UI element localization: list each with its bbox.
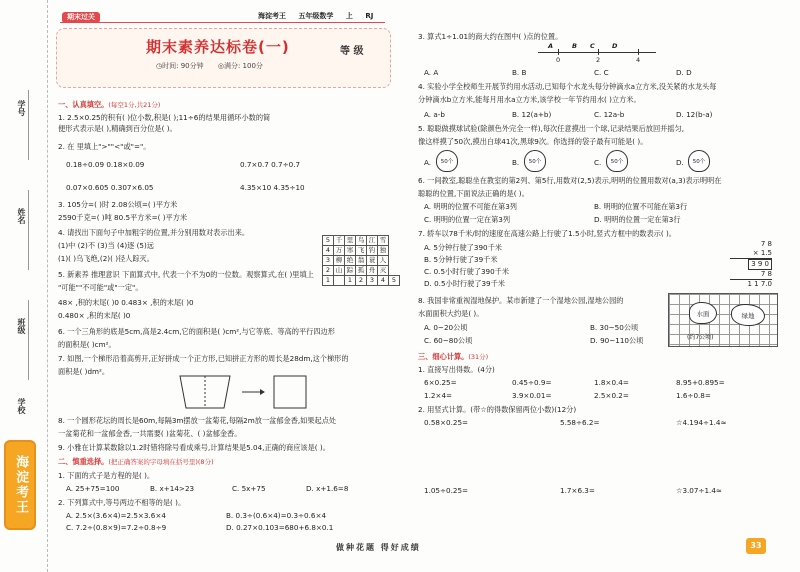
vert-row-4: 7 8 (760, 270, 772, 278)
r-q6-c[interactable]: C. 明明的位置一定在第3列 (424, 215, 511, 224)
tick-4 (638, 49, 639, 55)
character-grid (322, 235, 400, 286)
grid-cell: 人 (378, 256, 389, 266)
calc-1-item-6[interactable]: 3.9×0.01= (512, 391, 552, 400)
grid-cell: 4 (323, 246, 334, 256)
choice-2-c[interactable]: C. 7.2÷(0.8×9)=7.2÷0.8÷9 (66, 523, 167, 532)
section-1-heading: 一、认真填空。(每空1分,共21分) (58, 100, 161, 109)
book-info (258, 12, 383, 21)
grid-cell: 蓑 (367, 256, 378, 266)
grid-row (323, 256, 400, 266)
calc-2-item-1[interactable]: 0.58×0.25= (424, 418, 469, 427)
exam-title: 期末素养达标卷(一) (146, 38, 290, 56)
r-q7-d[interactable]: D. 0.5小时行驶了39千米 (424, 279, 505, 288)
student-id-label: 学号 (17, 100, 26, 116)
r-q8-a[interactable]: A. 0~20公顷 (424, 323, 468, 332)
grid-cell: 3 (323, 256, 334, 266)
calc-2-item-4[interactable]: 1.05÷0.25= (424, 486, 469, 495)
vert-row-3 (730, 259, 772, 270)
r-q6-line-a: 6. 一间教室,聪聪坐在教室的第2列、第5行,用数对(2,5)表示,明明的位置用数对(a,3)表示明明在 (418, 176, 722, 185)
grid-cell: 钓 (367, 246, 378, 256)
q5-line-b: "可能""不可能"或"一定"。 (58, 283, 143, 292)
r-q5-b[interactable]: B. (512, 158, 520, 167)
tick-label-4: 4 (636, 56, 641, 64)
grid-cell: 踪 (345, 266, 356, 276)
section-3-heading: 三、细心计算。(31分) (418, 352, 489, 361)
wetland-map (668, 293, 778, 347)
r-q3-b[interactable]: B. B (512, 68, 527, 77)
bag-b-icon: 50个 (524, 150, 546, 172)
bag-d-icon: 50个 (688, 150, 710, 172)
header-divider (60, 22, 385, 23)
r-q3-c[interactable]: C. C (594, 68, 609, 77)
r-q7-stem: 7. 轿车以78千米/时的速度在高速公路上行驶了1.5小时,竖式方框中的数表示( )。 (418, 229, 676, 238)
calc-2-item-5[interactable]: 1.7×6.3= (560, 486, 595, 495)
q3-line-a: 3. 105分=( )时 2.08公顷=( )平方米 (58, 200, 178, 209)
student-info-strip (0, 0, 48, 572)
calc-2-stem: 2. 用竖式计算。(带☆的得数保留两位小数)(12分) (418, 405, 577, 414)
r-q4-b[interactable]: B. 12(a+b) (512, 110, 552, 119)
r-q8-c[interactable]: C. 60~80公顷 (424, 336, 473, 345)
q2-item-4[interactable]: 4.35×10 4.35÷10 (240, 183, 305, 192)
calc-1-item-7[interactable]: 2.5×0.2= (594, 391, 629, 400)
q1-line-a: 1. 2.5×0.25的积有( )位小数,积是( );11÷6的结果用循环小数的简 (58, 113, 271, 122)
r-q5-a[interactable]: A. (424, 158, 432, 167)
tick-label-0: 0 (556, 56, 561, 64)
r-q6-d[interactable]: D. 明明的位置一定在第3行 (594, 215, 681, 224)
full-score: ◎满分: 100分 (217, 62, 263, 70)
q8-line-a: 8. 一个圆形花坛的周长是60m,每隔3m摆放一盆菊花,每隔2m放一盆郁金香,如果起点处 (58, 416, 337, 425)
grid-row (323, 246, 400, 256)
q7-line-b: 面积是( )dm²。 (58, 367, 110, 376)
calc-1-item-5[interactable]: 1.2×4= (424, 391, 453, 400)
calc-1-item-2[interactable]: 0.45÷0.9= (512, 378, 552, 387)
choice-1-b[interactable]: B. x+14>23 (150, 484, 195, 493)
student-name-label: 姓名 (17, 208, 26, 224)
r-q5-line-b: 像这样摸了50次,摸出白球41次,黑球9次。你选择的袋子最有可能是( )。 (418, 137, 648, 146)
grid-cell: 鸟 (356, 236, 367, 246)
point-b: B (572, 42, 577, 50)
grid-row (323, 276, 400, 286)
r-q6-b[interactable]: B. 明明的位置不可能在第3行 (594, 202, 688, 211)
vertical-multiplication (730, 240, 772, 289)
q9-line: 9. 小雅在计算某数除以1.2时错将除号看成乘号,计算结果是5.04,正确的商应该是( )。 (58, 443, 330, 452)
q4-line-c: (1)( )乌飞绝,(2)( )径人踪灭。 (58, 254, 154, 263)
section-tag: 期末过关 (62, 12, 100, 23)
choice-1-c[interactable]: C. 5x+75 (232, 484, 266, 493)
term: 上 (345, 12, 353, 20)
map-note: (约7公顷) (687, 334, 714, 341)
grid-cell: 4 (378, 276, 389, 286)
grid-cell: 舟 (367, 266, 378, 276)
choice-1-a[interactable]: A. 25+75=100 (66, 484, 120, 493)
r-q5-line-a: 5. 聪聪做摸球试验(除颜色外完全一样),每次任意摸出一个球,记录结果后放回并摇匀, (418, 124, 684, 133)
grid-cell: 3 (367, 276, 378, 286)
grid-row (323, 236, 400, 246)
grid-cell: 飞 (356, 246, 367, 256)
arrow-head (260, 389, 265, 395)
q3-line-b: 2590千克=( )吨 80.5平方米=( )平方米 (58, 213, 188, 222)
q2-stem: 2. 在 里填上">""<"或"="。 (58, 142, 151, 151)
grid-cell (334, 276, 345, 286)
r-q7-a[interactable]: A. 5分钟行驶了390千米 (424, 243, 502, 252)
trapezoid-figure (170, 372, 320, 412)
choice-2-d[interactable]: D. 0.27×0.103=680+6.8×0.1 (226, 523, 334, 532)
choice-1-stem: 1. 下面的式子是方程的是( )。 (58, 471, 155, 480)
student-name-line[interactable] (28, 190, 29, 270)
q4-line-b: (1)中 (2)不 (3)当 (4)逐 (5)远 (58, 241, 154, 250)
r-q3-stem: 3. 算式1÷1.01的商大约在图中( )点的位置。 (418, 32, 563, 41)
r-q3-d[interactable]: D. D (676, 68, 692, 77)
choice-1-d[interactable]: D. x+1.6=8 (306, 484, 349, 493)
r-q4-d[interactable]: D. 12(b-a) (676, 110, 713, 119)
grid-cell: 江 (367, 236, 378, 246)
r-q8-b[interactable]: B. 30~50公顷 (590, 323, 639, 332)
grid-cell: 翁 (356, 256, 367, 266)
grid-cell: 里 (345, 236, 356, 246)
grid-cell: 万 (334, 246, 345, 256)
r-q6-line-b: 聪聪的位置,下面说法正确的是( )。 (418, 189, 529, 198)
grid-cell: 寒 (345, 246, 356, 256)
q5-line-c: 48× ,积的末尾( )0 0.483× ,积的末尾( )0 (58, 298, 194, 307)
section-2-heading: 二、慎重选择。(把正确答案的字母填在括号里)(8分) (58, 457, 214, 466)
brand-logo: 海淀考王 (4, 440, 36, 530)
tick-0 (558, 49, 559, 55)
choice-2-a[interactable]: A. 2.5×(3.6×4)=2.5×3.6×4 (66, 511, 166, 520)
publisher: 海淀考王 (258, 12, 286, 20)
grade-label: 等 级 (340, 46, 364, 57)
grid-cell: 千 (334, 236, 345, 246)
r-q4-c[interactable]: C. 12a-b (594, 110, 625, 119)
r-q8-line-a: 8. 我国非常重视湿地保护。某市新建了一个湿地公园,湿地公园的 (418, 296, 624, 305)
point-a: A (548, 42, 554, 50)
r-q5-c[interactable]: C. (594, 158, 602, 167)
calc-1-item-3[interactable]: 1.8×0.4= (594, 378, 629, 387)
choice-2-stem: 2. 下列算式中,等号两边不相等的是( )。 (58, 498, 186, 507)
r-q7-c[interactable]: C. 0.5小时行驶了390千米 (424, 267, 510, 276)
point-d: D (612, 42, 618, 50)
school-label: 学校 (17, 398, 26, 414)
q7-line-a: 7. 如图,一个梯形沿着高剪开,正好拼成一个正方形,已知拼正方形的周长是28dm,这个梯形的 (58, 354, 349, 363)
calc-1-item-1[interactable]: 6×0.25= (424, 378, 457, 387)
grid-cell: 独 (378, 246, 389, 256)
class-line[interactable] (28, 300, 29, 380)
q2-item-1[interactable]: 0.18÷0.09 0.18×0.09 (66, 160, 145, 169)
calc-1-stem: 1. 直接写出得数。(4分) (418, 365, 495, 374)
q2-item-2[interactable]: 0.7×0.7 0.7÷0.7 (240, 160, 301, 169)
grid-cell: 5 (389, 276, 400, 286)
grade-box[interactable] (318, 36, 390, 84)
grid-cell: 绝 (345, 256, 356, 266)
grid-cell: 1 (323, 276, 334, 286)
grid-cell: 山 (334, 266, 345, 276)
bag-a-icon: 50个 (436, 150, 458, 172)
q6-line-a: 6. 一个三角形的底是5cm,高是2.4cm,它的面积是( )cm²,与它等底、等高的平行四边形 (58, 327, 335, 336)
r-q4-line-a: 4. 实验小学全校师生开展节约用水活动,已知每个水龙头每分钟滴水a立方米,没关紧的水龙头每 (418, 82, 717, 91)
bag-c-icon: 50个 (606, 150, 628, 172)
grid-cell: 灭 (378, 266, 389, 276)
grid-cell: 2 (356, 276, 367, 286)
r-q6-a[interactable]: A. 明明的位置不可能在第3列 (424, 202, 517, 211)
exam-meta (156, 62, 275, 71)
page-number: 33 (746, 538, 766, 554)
subject: 五年级数学 (298, 12, 334, 20)
calc-1-item-8[interactable]: 1.6÷0.8= (676, 391, 711, 400)
green-area: 绿地 (731, 304, 765, 326)
r-q7-b[interactable]: B. 5分钟行驶了39千米 (424, 255, 498, 264)
time-limit: ◷时间: 90分钟 (156, 62, 204, 70)
grid-cell: 柳 (334, 256, 345, 266)
q8-line-b: 一盆菊花和一盆郁金香,一共需要( )盆菊花、( )盆郁金香。 (58, 429, 242, 438)
square-shape (274, 376, 306, 408)
tick-2 (598, 49, 599, 55)
grid-cell: 孤 (356, 266, 367, 276)
r-q3-a[interactable]: A. A (424, 68, 439, 77)
number-line (538, 44, 660, 66)
footer-slogan: 做种花题 得好成绩 (336, 543, 421, 552)
vert-row-2: × 1.5 (752, 249, 772, 257)
grid-row (323, 266, 400, 276)
vert-row-5: 1 1 7.0 (747, 280, 772, 288)
calc-2-item-6[interactable]: ☆3.07÷1.4≈ (676, 486, 722, 495)
water-area: 水面 (689, 302, 717, 324)
q5-line-d: 0.480× ,积的末尾( )0 (58, 311, 131, 320)
r-q4-line-b: 分钟滴水b立方米,能每月用水a立方米,该学校一年节约用水( )立方米。 (418, 95, 641, 104)
vert-row-1: 7 8 (760, 240, 772, 248)
student-id-line[interactable] (28, 90, 29, 160)
grid-cell: 5 (323, 236, 334, 246)
grid-cell: 2 (323, 266, 334, 276)
q1-line-b: 便形式表示是( ),精确到百分位是( )。 (58, 124, 177, 133)
r-q8-line-b: 水面面积大约是( )。 (418, 309, 484, 318)
r-q5-d[interactable]: D. (676, 158, 684, 167)
class-label: 班级 (17, 318, 26, 334)
grid-cell: 1 (345, 276, 356, 286)
q6-line-b: 的面积是( )cm²。 (58, 340, 116, 349)
grid-cell: 雪 (378, 236, 389, 246)
calc-1-item-4[interactable]: 8.95+0.895= (676, 378, 725, 387)
calc-2-item-2[interactable]: 5.58÷6.2= (560, 418, 600, 427)
q2-item-3[interactable]: 0.07×0.605 0.307×6.05 (66, 183, 154, 192)
highlight-box: 3 9 0 (748, 259, 772, 270)
choice-2-b[interactable]: B. 0.3÷(0.6×4)=0.3÷0.6×4 (226, 511, 327, 520)
q4-line-a: 4. 请找出下面句子中加粗字的位置,并分别用数对表示出来。 (58, 228, 250, 237)
tick-label-2: 2 (596, 56, 601, 64)
r-q4-a[interactable]: A. a-b (424, 110, 445, 119)
edition: RJ (365, 12, 374, 20)
calc-2-item-3[interactable]: ☆4.194÷1.4≈ (676, 418, 727, 427)
r-q8-d[interactable]: D. 90~110公顷 (590, 336, 644, 345)
q5-line-a: 5. 新素养 推理意识 下面算式中, 代表一个不为0的一位数。观察算式,在( )里填上 (58, 270, 314, 279)
point-c: C (590, 42, 595, 50)
